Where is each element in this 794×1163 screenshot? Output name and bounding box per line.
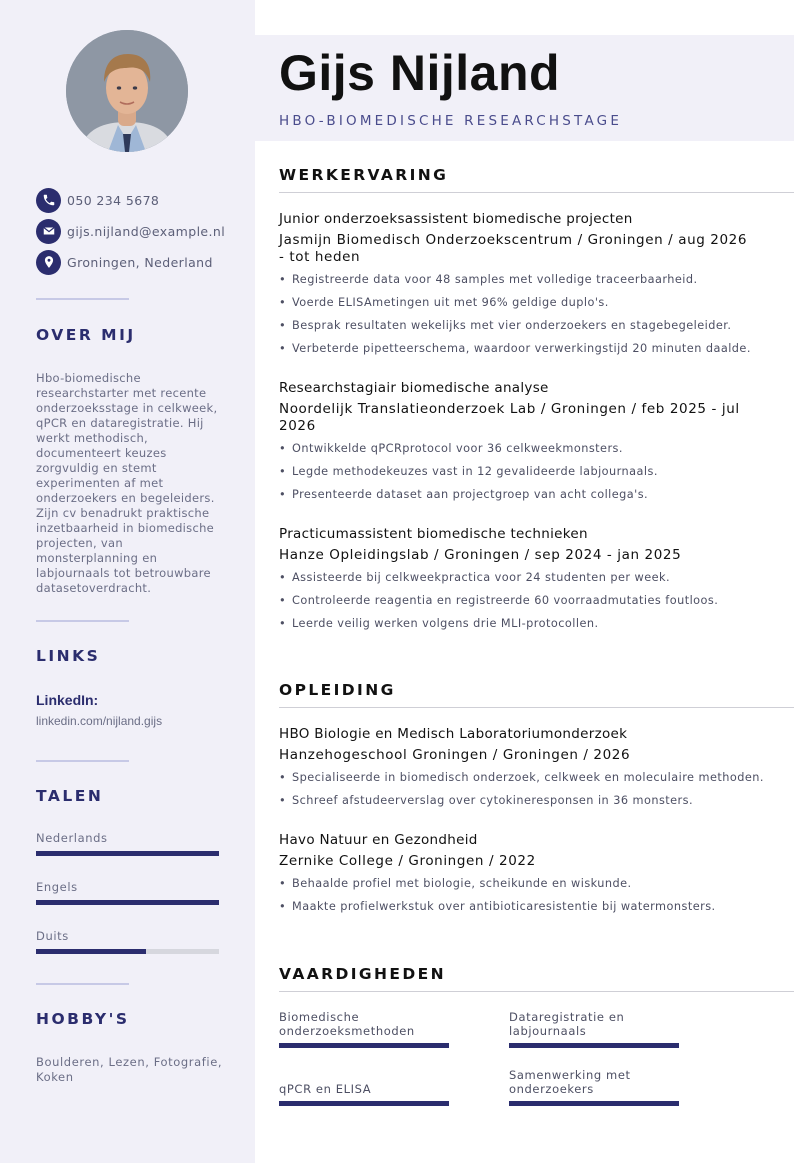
- bullet-item: • Legde methodekeuzes vast in 12 gevalideerde labjournaals.: [279, 464, 769, 479]
- envelope-icon: [36, 219, 61, 244]
- language-item: [36, 929, 219, 954]
- skill-name: Samenwerking met onderzoekers: [509, 1068, 631, 1096]
- phone-icon: [36, 188, 61, 213]
- skill-name: qPCR en ELISA: [279, 1082, 372, 1096]
- contact-email: [36, 218, 225, 244]
- linkedin-link[interactable]: linkedin.com/nijland.gijs: [36, 714, 163, 728]
- language-level-fill: [36, 949, 146, 954]
- location-text: Groningen, Nederland: [67, 254, 213, 270]
- entry-meta: Hanzehogeschool Groningen / Groningen / 2026: [279, 747, 631, 763]
- section-divider: [279, 991, 794, 992]
- sidebar-divider: [36, 298, 129, 300]
- language-item: [36, 880, 219, 905]
- about-text: Hbo-biomedische researchstarter met recente onderzoeksstage in celkweek, qPCR en dataregistratie. Hij werkt methodisch, documenteert keuzes zorgvuldig en stemt experimenten af met onderzoekers en begeleiders. Zijn cv benadrukt praktische inzetbaarheid in biomedische projecten, van monsterplanning en labjournaals tot betrouwbare datasetoverdracht.: [36, 371, 218, 595]
- education-entry: [279, 725, 769, 816]
- skill-name: Dataregistratie en labjournaals: [509, 1010, 625, 1038]
- bullet-item: • Presenteerde dataset aan projectgroep van acht collega's.: [279, 487, 769, 502]
- sidebar-divider: [36, 620, 129, 622]
- entry-title: Researchstagiair biomedische analyse: [279, 380, 549, 396]
- skill-level-bar: [509, 1043, 679, 1048]
- avatar-portrait-icon: [66, 30, 188, 152]
- entry-title: Havo Natuur en Gezondheid: [279, 832, 478, 848]
- sidebar-divider: [36, 760, 129, 762]
- language-level-fill: [36, 900, 219, 905]
- bullet-item: • Schreef afstudeerverslag over cytokineresponsen in 36 monsters.: [279, 793, 769, 808]
- experience-heading: WERKERVARING: [279, 166, 449, 184]
- email-text: gijs.nijland@example.nl: [67, 223, 226, 239]
- bullet-list: [279, 770, 769, 808]
- skill-level-bar: [279, 1101, 449, 1106]
- hobbies-text: Boulderen, Lezen, Fotografie, Koken: [36, 1055, 223, 1084]
- section-divider: [279, 707, 794, 708]
- about-heading: OVER MIJ: [36, 326, 136, 344]
- section-divider: [279, 192, 794, 193]
- sidebar: [0, 0, 255, 1163]
- skill-level-bar: [279, 1043, 449, 1048]
- bullet-item: • Controleerde reagentia en registreerde 60 voorraadmutaties foutloos.: [279, 593, 769, 608]
- education-entry: [279, 831, 769, 922]
- bullet-item: • Leerde veilig werken volgens drie MLI-protocollen.: [279, 616, 769, 631]
- bullet-item: • Registreerde data voor 48 samples met volledige traceerbaarheid.: [279, 272, 769, 287]
- language-level-bar: [36, 949, 219, 954]
- skill-item: [279, 1010, 449, 1048]
- language-item: [36, 831, 219, 856]
- bullet-item: • Verbeterde pipetteerschema, waardoor verwerkingstijd 20 minuten daalde.: [279, 341, 769, 356]
- bullet-list: [279, 570, 769, 631]
- bullet-item: • Behaalde profiel met biologie, scheikunde en wiskunde.: [279, 876, 769, 891]
- entry-meta: Hanze Opleidingslab / Groningen / sep 2024 - jan 2025: [279, 547, 682, 563]
- entry-meta: Jasmijn Biomedisch Onderzoekscentrum / Groningen / aug 2026 - tot heden: [279, 232, 748, 265]
- language-name: Nederlands: [36, 831, 108, 845]
- phone-text: 050 234 5678: [67, 192, 160, 208]
- candidate-name: Gijs Nijland: [279, 45, 561, 101]
- avatar: [66, 30, 188, 152]
- entry-meta: Zernike College / Groningen / 2022: [279, 853, 536, 869]
- sidebar-divider: [36, 983, 129, 985]
- links-heading: LINKS: [36, 647, 101, 665]
- language-level-fill: [36, 851, 219, 856]
- contact-location: [36, 249, 213, 275]
- skill-item: [509, 1010, 679, 1048]
- skill-level-bar: [509, 1101, 679, 1106]
- skills-heading: VAARDIGHEDEN: [279, 965, 447, 983]
- bullet-list: [279, 272, 769, 356]
- bullet-item: • Assisteerde bij celkweekpractica voor 24 studenten per week.: [279, 570, 769, 585]
- entry-title: Practicumassistent biomedische technieken: [279, 526, 588, 542]
- experience-entry: [279, 210, 769, 364]
- candidate-title: HBO-BIOMEDISCHE RESEARCHSTAGE: [279, 113, 623, 129]
- skill-item: [509, 1068, 679, 1106]
- skill-item: [279, 1082, 449, 1106]
- location-pin-icon: [36, 250, 61, 275]
- experience-entry: [279, 525, 769, 639]
- entry-meta: Noordelijk Translatieonderzoek Lab / Groningen / feb 2025 - jul 2026: [279, 401, 740, 434]
- bullet-item: • Ontwikkelde qPCRprotocol voor 36 celkweekmonsters.: [279, 441, 769, 456]
- entry-title: Junior onderzoeksassistent biomedische projecten: [279, 211, 633, 227]
- education-heading: OPLEIDING: [279, 681, 396, 699]
- bullet-item: • Voerde ELISAmetingen uit met 96% geldige duplo's.: [279, 295, 769, 310]
- bullet-item: • Maakte profielwerkstuk over antibioticaresistentie bij watermonsters.: [279, 899, 769, 914]
- language-name: Duits: [36, 929, 69, 943]
- language-level-bar: [36, 851, 219, 856]
- entry-title: HBO Biologie en Medisch Laboratoriumonderzoek: [279, 726, 628, 742]
- bullet-list: [279, 876, 769, 914]
- language-level-bar: [36, 900, 219, 905]
- linkedin-label: LinkedIn:: [36, 692, 99, 708]
- experience-entry: [279, 379, 769, 510]
- hobbies-heading: HOBBY'S: [36, 1010, 130, 1028]
- language-name: Engels: [36, 880, 78, 894]
- bullet-item: • Besprak resultaten wekelijks met vier onderzoekers en stagebegeleider.: [279, 318, 769, 333]
- bullet-list: [279, 441, 769, 502]
- bullet-item: • Specialiseerde in biomedisch onderzoek, celkweek en moleculaire methoden.: [279, 770, 769, 785]
- skill-name: Biomedische onderzoeksmethoden: [279, 1010, 415, 1038]
- contact-phone: [36, 187, 159, 213]
- languages-heading: TALEN: [36, 787, 104, 805]
